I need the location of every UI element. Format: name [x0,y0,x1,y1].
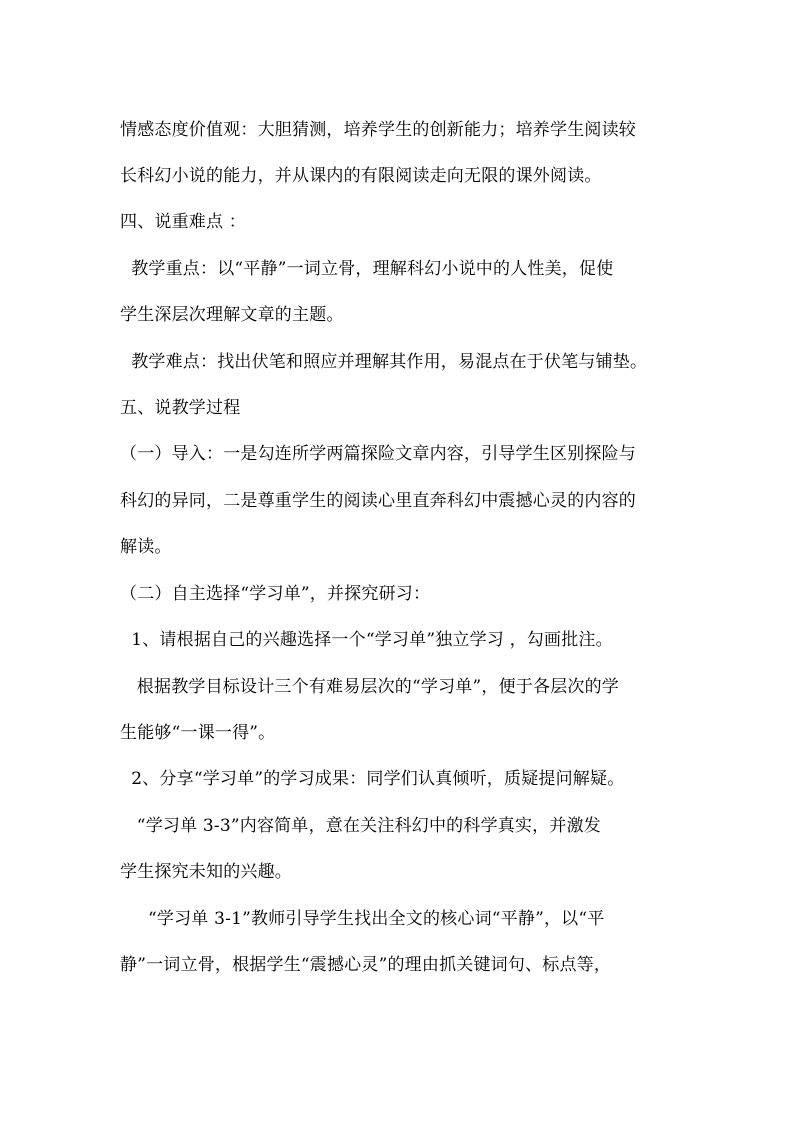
section-heading: 五、说教学过程 [120,398,241,418]
text-line: 情感态度价值观：大胆猜测，培养学生的创新能力；培养学生阅读较 [120,120,636,140]
text-line: 科幻的异同，二是尊重学生的阅读心里直奔科幻中震撼心灵的内容的 [120,491,636,511]
text-line: 教学重点：以“平静”一词立骨，理解科幻小说中的人性美，促使 [120,259,614,279]
text-line: “学习单 3-1”教师引导学生找出全文的核心词“平静”，以“平 [120,909,605,929]
text-line: 根据教学目标设计三个有难易层次的“学习单”，便于各层次的学 [120,677,619,697]
text-line: 学生深层次理解文章的主题。 [120,305,344,325]
text-line: （一）导入：一是勾连所学两篇探险文章内容，引导学生区别探险与 [120,444,636,464]
text-line: 1、请根据自己的兴趣选择一个“学习单”独立学习 ，勾画批注。 [120,630,613,650]
section-heading: 四、说重难点 ： [120,212,247,232]
text-line: 静”一词立骨，根据学生“震撼心灵”的理由抓关键词句、标点等， [120,955,612,975]
text-line: 解读。 [120,537,172,557]
text-line: 2、分享“学习单”的学习成果：同学们认真倾听，质疑提问解疑。 [120,769,625,789]
subsection-heading: （二）自主选择“学习单”，并探究研习： [120,584,431,604]
text-line: 学生探究未知的兴趣。 [120,862,292,882]
text-line: “学习单 3-3”内容简单，意在关注科幻中的科学真实，并激发 [120,816,601,836]
text-line: 教学难点：找出伏笔和照应并理解其作用，易混点在于伏笔与铺垫。 [120,352,648,372]
text-line: 长科幻小说的能力，并从课内的有限阅读走向无限的课外阅读。 [120,166,602,186]
text-line: 生能够“一课一得”。 [120,723,276,743]
